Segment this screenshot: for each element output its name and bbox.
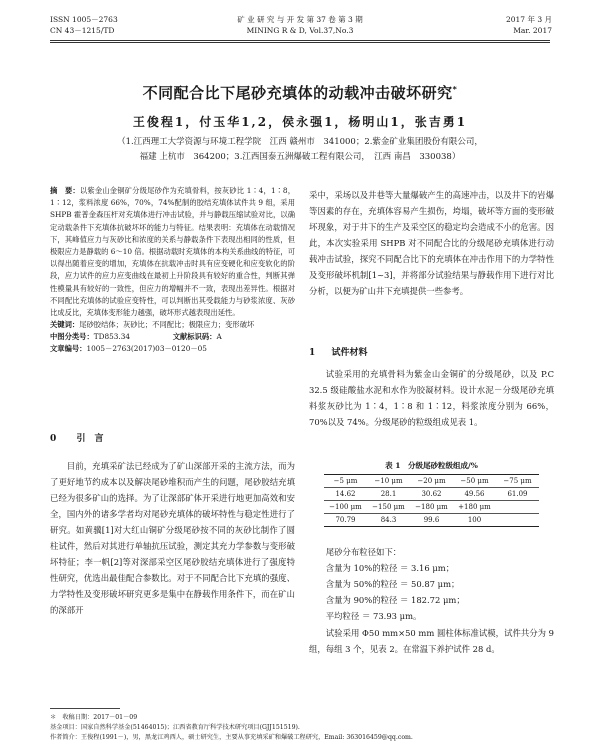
- section-1-heading: [309, 345, 554, 358]
- table-header-cell: −50 μm: [453, 475, 496, 488]
- table-header-cell: −180 μm: [410, 501, 453, 514]
- distribution-block: [309, 544, 554, 624]
- footnote-fund: 基金项目：国家自然科学基金(51464015)；江西省教育厅科学技术研究项目(GJJ151519).: [50, 724, 300, 731]
- table-header-cell: −5 μm: [324, 475, 367, 488]
- intro-heading-text: 引 言: [76, 434, 104, 444]
- table-cell: 28.1: [367, 488, 410, 501]
- clc-value: TD853.34: [93, 332, 131, 342]
- intro-heading: [50, 431, 295, 444]
- table-1: [324, 474, 539, 527]
- distribution-d10: 含量为 10%的粒径 ＝ 3.16 μm；: [325, 563, 455, 573]
- table-cell: 49.56: [453, 488, 496, 501]
- journal-date-block: [506, 14, 552, 36]
- table-cell: 61.09: [496, 488, 539, 501]
- specimen-paragraph: 试验采用 Φ50 mm×50 mm 圆柱体标准试模，试件共分为 9 组，每组 3 个，见表 2。在常温下养护试件 28 d。: [309, 628, 554, 654]
- table-row: [324, 501, 539, 514]
- author-list: 王俊程1，付玉华1,2，侯永强1，杨明山1，张吉勇1: [132, 115, 468, 129]
- date-cn: 2017 年 3 月: [505, 15, 552, 24]
- table-row: [324, 514, 539, 527]
- keywords-label: 关键词：: [50, 320, 80, 330]
- materials-paragraph: 试验采用的充填骨料为紫金山金铜矿的分级尾砂，以及 P.C 32.5 级硅酸盐水泥和水作为胶凝材料。设计水泥－分级尾砂充填料浆灰砂比为 1∶4，1∶8 和 1∶12，料浆浓度分别为 66%，70%以及 74%。分级尾砂的粒级组成见表 1。: [309, 369, 554, 427]
- article-number-label: 文章编号：: [50, 344, 87, 354]
- section-1-title: 试件材料: [331, 348, 368, 358]
- affiliations: [70, 135, 530, 165]
- table-cell: 14.62: [324, 488, 367, 501]
- journal-name-en: MINING R & D, Vol.37,No.3: [246, 26, 354, 35]
- keywords-line: [50, 319, 295, 331]
- distribution-mean: 平均粒径 ＝ 73.93 μm。: [325, 611, 422, 621]
- abstract-paragraph: [50, 185, 295, 319]
- cn-number: CN 43－1215/TD: [50, 26, 115, 35]
- footnote-received: ＊ 收稿日期：2017－01－09: [50, 714, 138, 721]
- doc-code-label: 文献标识码：: [172, 332, 217, 342]
- clc-label: 中图分类号：: [50, 332, 94, 342]
- issn: ISSN 1005－2763: [50, 15, 118, 24]
- table-cell: 99.6: [410, 514, 453, 527]
- keywords-text: 尾砂胶结体；灰砂比；不同配比；极限应力；变形破坏: [79, 320, 255, 330]
- section-1-number: 1: [309, 348, 316, 358]
- table-header-cell: −75 μm: [496, 475, 539, 488]
- affiliation-line-1: （1.江西理工大学资源与环境工程学院 江西 赣州市 341000；2.紫金矿业集团股份有限公司，: [117, 137, 483, 147]
- header-rule-double: [50, 42, 550, 43]
- abstract-label: 摘 要：: [50, 186, 80, 195]
- table-cell: 84.3: [367, 514, 410, 527]
- abstract-text: 以紫金山金铜矿分级尾砂作为充填骨料，按灰砂比 1∶4，1∶8，1∶12，浆料浓度 66%，70%，74%配制的胶结充填体试件共 9 组，采用 SHPB 霍普金森压杆对充填体进行冲击试验，并与静载压缩试验对比，以确定动载条件下充填体抗破坏坏的能力与特征。结果表明：充填体在动载情况下，其峰值应力与灰砂比和浓度的关系与静载条件下表现出相同的性质，但极限应力是静载的 6～10 倍。根据动载时充填体的本构关系曲线的特征，可以得出随着应变的增加，充填体在抗载冲击时具有应变硬化和应变软化的阶段，应力试件的应力应变曲线在最初上升阶段具有较好的重合性，判断其弹性模量具有较好的一致性，但应力的增幅并不一致，表现出差异性。根据对不同配比充填体的试验应变特性，可以判断出其受载能力与砂浆浓度、灰砂比成反比，充填体变形能力越强，破坏形式越表现出延性。: [50, 186, 296, 318]
- intro-heading-number: 0: [50, 434, 57, 444]
- intro-paragraph: 目前，充填采矿法已经成为了矿山深部开采的主流方法，而为了更好地节约成本以及解决尾砂堆积而产生的问题，尾砂胶结充填已经为很多矿山的选择。为了让深部矿体开采进行地更加高效和安全，国内外的诸多学者均对尾砂充填体的破坏特性与稳定性进行了研究。如黄骥[1]对大红山铜矿分级尾砂按不同的灰砂比制作了圆柱试件，然后对其进行单轴抗压试验，测定其充力学参数与变形破坏特征；李一帆[2]等对深部采空区尾砂胶结充填体进行了强度特性研究，优选出最佳配合参数比。对于不同配合比下充填的强度、力学特性及变形破坏研究更多是集中在静载作用条件下，而在矿山的深部开: [50, 461, 295, 615]
- table-row: [324, 488, 539, 501]
- continued-paragraph: 采中，采场以及井巷等大量爆破产生的高速冲击，以及井下的岩爆等因素的存在，充填体容易产生损伤，垮塌，破坏等方面的变形破坏现象，对于井下的生产及采空区的稳定均会造成不小的危害。因此，本次实验采用 SHPB 对不同配合比的分级尾砂充填体进行动载冲击试验，探究不同配合比下的充填体在冲击作用下的力学特性及变形破坏机制[1~3]，并将部分试验结果与静载作用下进行对比分析，以便为矿山井下充填提供一些参考。: [309, 190, 554, 296]
- table-1-title: 表 1 分级尾砂粒级组成/%: [385, 461, 478, 470]
- header-rule: [50, 40, 550, 41]
- table-header-cell: −10 μm: [367, 475, 410, 488]
- table-header-cell: −100 μm: [324, 501, 367, 514]
- distribution-d50: 含量为 50%的粒径 ＝ 50.87 μm；: [325, 579, 460, 589]
- footnote-block: [50, 713, 555, 743]
- title-text: 不同配合比下尾砂充填体的动载冲击破坏研究: [142, 84, 453, 102]
- abstract-block: [50, 185, 295, 355]
- title-footnote-mark: *: [452, 85, 458, 94]
- footnote-rule: [50, 708, 120, 709]
- table-header-cell: −150 μm: [367, 501, 410, 514]
- distribution-d90: 含量为 90%的粒径 ＝ 182.72 μm；: [325, 595, 465, 605]
- doc-code-value: A: [216, 332, 222, 342]
- table-header-cell: −20 μm: [410, 475, 453, 488]
- date-en: Mar. 2017: [513, 26, 552, 35]
- table-header-cell: +180 μm: [453, 501, 496, 514]
- distribution-heading: 尾砂分布粒径如下：: [325, 547, 402, 557]
- article-number-value: 1005－2763(2017)03－0120－05: [86, 344, 207, 354]
- table-row: [324, 475, 539, 488]
- table-cell: 30.62: [410, 488, 453, 501]
- journal-name-cn: 矿 业 研 究 与 开 发 第 37 卷 第 3 期: [237, 15, 363, 24]
- table-cell: 100: [453, 514, 496, 527]
- classification-line: [50, 331, 295, 343]
- footnote-author: 作者简介：王俊程(1991－)，男，黑龙江鸡西人，硕士研究生，主要从事充填采矿和爆破工程研究，Email: 363016459@qq.com.: [50, 734, 413, 741]
- table-header-cell: [496, 501, 539, 514]
- article-title: [0, 82, 600, 103]
- table-cell: [496, 514, 539, 527]
- table-cell: 70.79: [324, 514, 367, 527]
- article-number-line: [50, 343, 295, 355]
- affiliation-line-2: 福建 上杭市 364200；3.江西国泰五洲爆破工程有限公司， 江西 南昌 330038）: [139, 152, 461, 162]
